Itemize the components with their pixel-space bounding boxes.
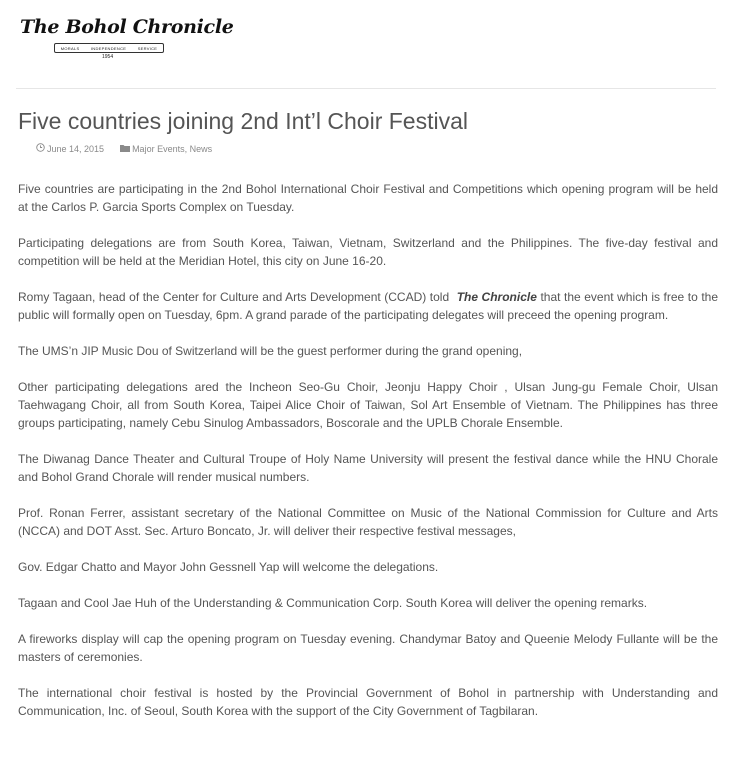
article-paragraph: Five countries are participating in the 2nd Bohol International Choir Festival and Competitions which opening program will be held at the Carlos P. Garcia Sports Complex on Tuesday.: [18, 182, 718, 214]
logo-year: 1954: [102, 54, 114, 60]
article-title: Five countries joining 2nd Int’l Choir Festival: [18, 108, 468, 134]
category-separator: ,: [184, 144, 190, 154]
article-paragraph: Gov. Edgar Chatto and Mayor John Gessnell Yap will welcome the delegations.: [18, 560, 439, 574]
site-logo-title: The Bohol Chronicle: [20, 16, 234, 38]
article-date: June 14, 2015: [47, 144, 105, 154]
logo-ribbon-word: INDEPENDENCE: [90, 45, 127, 51]
article-meta: [36, 142, 212, 156]
paragraph-text: Romy Tagaan, head of the Center for Culture and Arts Development (CCAD) told: [18, 290, 453, 304]
article-paragraph: Participating delegations are from South Korea, Taiwan, Vietnam, Switzerland and the Philippines. The five-day festival and competition will be held at the Meridian Hotel, this city on June 16-20.: [18, 236, 718, 268]
logo-ribbon-word: SERVICE: [137, 45, 158, 51]
header-divider: [16, 88, 716, 89]
category-link-news[interactable]: News: [189, 144, 213, 154]
article-paragraph: [18, 288, 718, 324]
paragraph-text: that the event which is free to the public will formally open on Tuesday, 6pm. A grand parade of the participating delegates will preceed the opening program.: [18, 290, 718, 322]
logo-ribbon-word: MORALS: [60, 45, 80, 51]
article-paragraph: A fireworks display will cap the opening program on Tuesday evening. Chandymar Batoy and Queenie Melody Fullante will be the masters of ceremonies.: [18, 632, 718, 664]
article-paragraph: Tagaan and Cool Jae Huh of the Understanding & Communication Corp. South Korea will deliver the opening remarks.: [18, 596, 648, 610]
site-logo[interactable]: [20, 14, 234, 60]
clock-icon: [36, 142, 45, 156]
article-paragraph: Other participating delegations ared the Incheon Seo-Gu Choir, Jeonju Happy Choir , Ulsan Jung-gu Female Choir, Ulsan Taehwagang Choir, all from South Korea, Taipei Alice Choir of Taiwan, Sol Art Ensemble of Vietnam. The Philippines has three groups participating, namely Cebu Sinulog Ambassadors, Boscorale and the UPLB Chorale Ensemble.: [18, 380, 718, 430]
article-paragraph: The international choir festival is hosted by the Provincial Government of Bohol in partnership with Understanding and Communication, Inc. of Seoul, South Korea with the support of the City Government of Tagbilaran.: [18, 686, 718, 718]
article-body: [18, 180, 718, 738]
logo-ribbon: [54, 43, 164, 53]
article-paragraph: Prof. Ronan Ferrer, assistant secretary of the National Committee on Music of the National Commission for Culture and Arts (NCCA) and DOT Asst. Sec. Arturo Boncato, Jr. will deliver their respective festival messages,: [18, 506, 718, 538]
article-paragraph: The UMS’n JIP Music Dou of Switzerland will be the guest performer during the grand opening,: [18, 344, 523, 358]
publication-name: The Chronicle: [456, 290, 537, 304]
folder-icon: [120, 142, 130, 156]
category-link-major-events[interactable]: Major Events: [132, 144, 185, 154]
article-paragraph: The Diwanag Dance Theater and Cultural Troupe of Holy Name University will present the festival dance while the HNU Chorale and Bohol Grand Chorale will render musical numbers.: [18, 452, 718, 484]
